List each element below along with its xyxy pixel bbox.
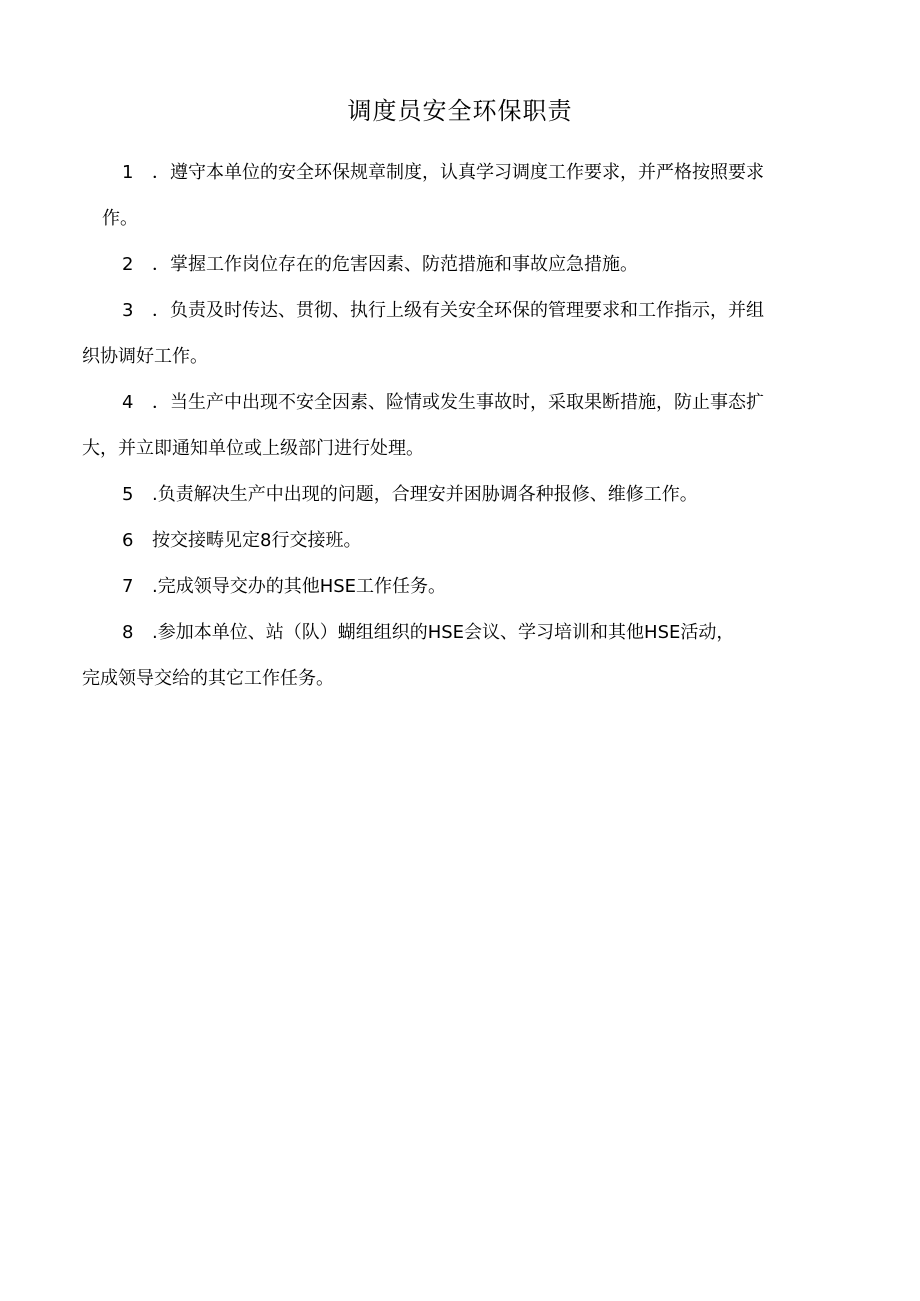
item-number: 8 bbox=[122, 622, 134, 643]
item-number: 7 bbox=[122, 576, 134, 597]
item-number: 6 bbox=[122, 530, 134, 551]
list-item bbox=[82, 564, 824, 610]
list-item bbox=[82, 472, 824, 518]
item-number: 1 bbox=[122, 162, 134, 183]
list-item bbox=[82, 242, 824, 288]
list-item bbox=[82, 150, 824, 196]
item-text: 按交接畴见定8行交接班。 bbox=[152, 530, 362, 551]
list-item-continuation bbox=[82, 426, 824, 472]
item-text-continuation: 大，并立即通知单位或上级部门进行处理。 bbox=[82, 438, 424, 459]
list-item bbox=[82, 610, 824, 656]
item-text: ．负责及时传达、贯彻、执行上级有关安全环保的管理要求和工作指示，并组 bbox=[152, 300, 764, 321]
item-text: .完成领导交办的其他HSE工作任务。 bbox=[152, 576, 447, 597]
item-text: ．掌握工作岗位存在的危害因素、防范措施和事故应急措施。 bbox=[152, 254, 638, 275]
item-number: 4 bbox=[122, 392, 134, 413]
list-item bbox=[82, 288, 824, 334]
item-text: .参加本单位、站（队）蝴组组织的HSE会议、学习培训和其他HSE活动， bbox=[152, 622, 735, 643]
item-text-continuation: 作。 bbox=[102, 208, 138, 229]
item-text: ．当生产中出现不安全因素、险情或发生事故时，采取果断措施，防止事态扩 bbox=[152, 392, 764, 413]
list-item-continuation bbox=[82, 196, 824, 242]
duty-list bbox=[82, 150, 824, 702]
list-item-continuation bbox=[82, 334, 824, 380]
item-text: .负责解决生产中出现的问题，合理安并困胁调各种报修、维修工作。 bbox=[152, 484, 698, 505]
list-item-continuation bbox=[82, 656, 824, 702]
item-text-continuation: 完成领导交给的其它工作任务。 bbox=[82, 668, 334, 689]
list-item bbox=[82, 518, 824, 564]
item-text: ．遵守本单位的安全环保规章制度，认真学习调度工作要求，并严格按照要求 bbox=[152, 162, 764, 183]
item-number: 2 bbox=[122, 254, 134, 275]
item-number: 5 bbox=[122, 484, 134, 505]
item-number: 3 bbox=[122, 300, 134, 321]
page-title: 调度员安全环保职责 bbox=[347, 97, 573, 125]
list-item bbox=[82, 380, 824, 426]
item-text-continuation: 织协调好工作。 bbox=[82, 346, 208, 367]
